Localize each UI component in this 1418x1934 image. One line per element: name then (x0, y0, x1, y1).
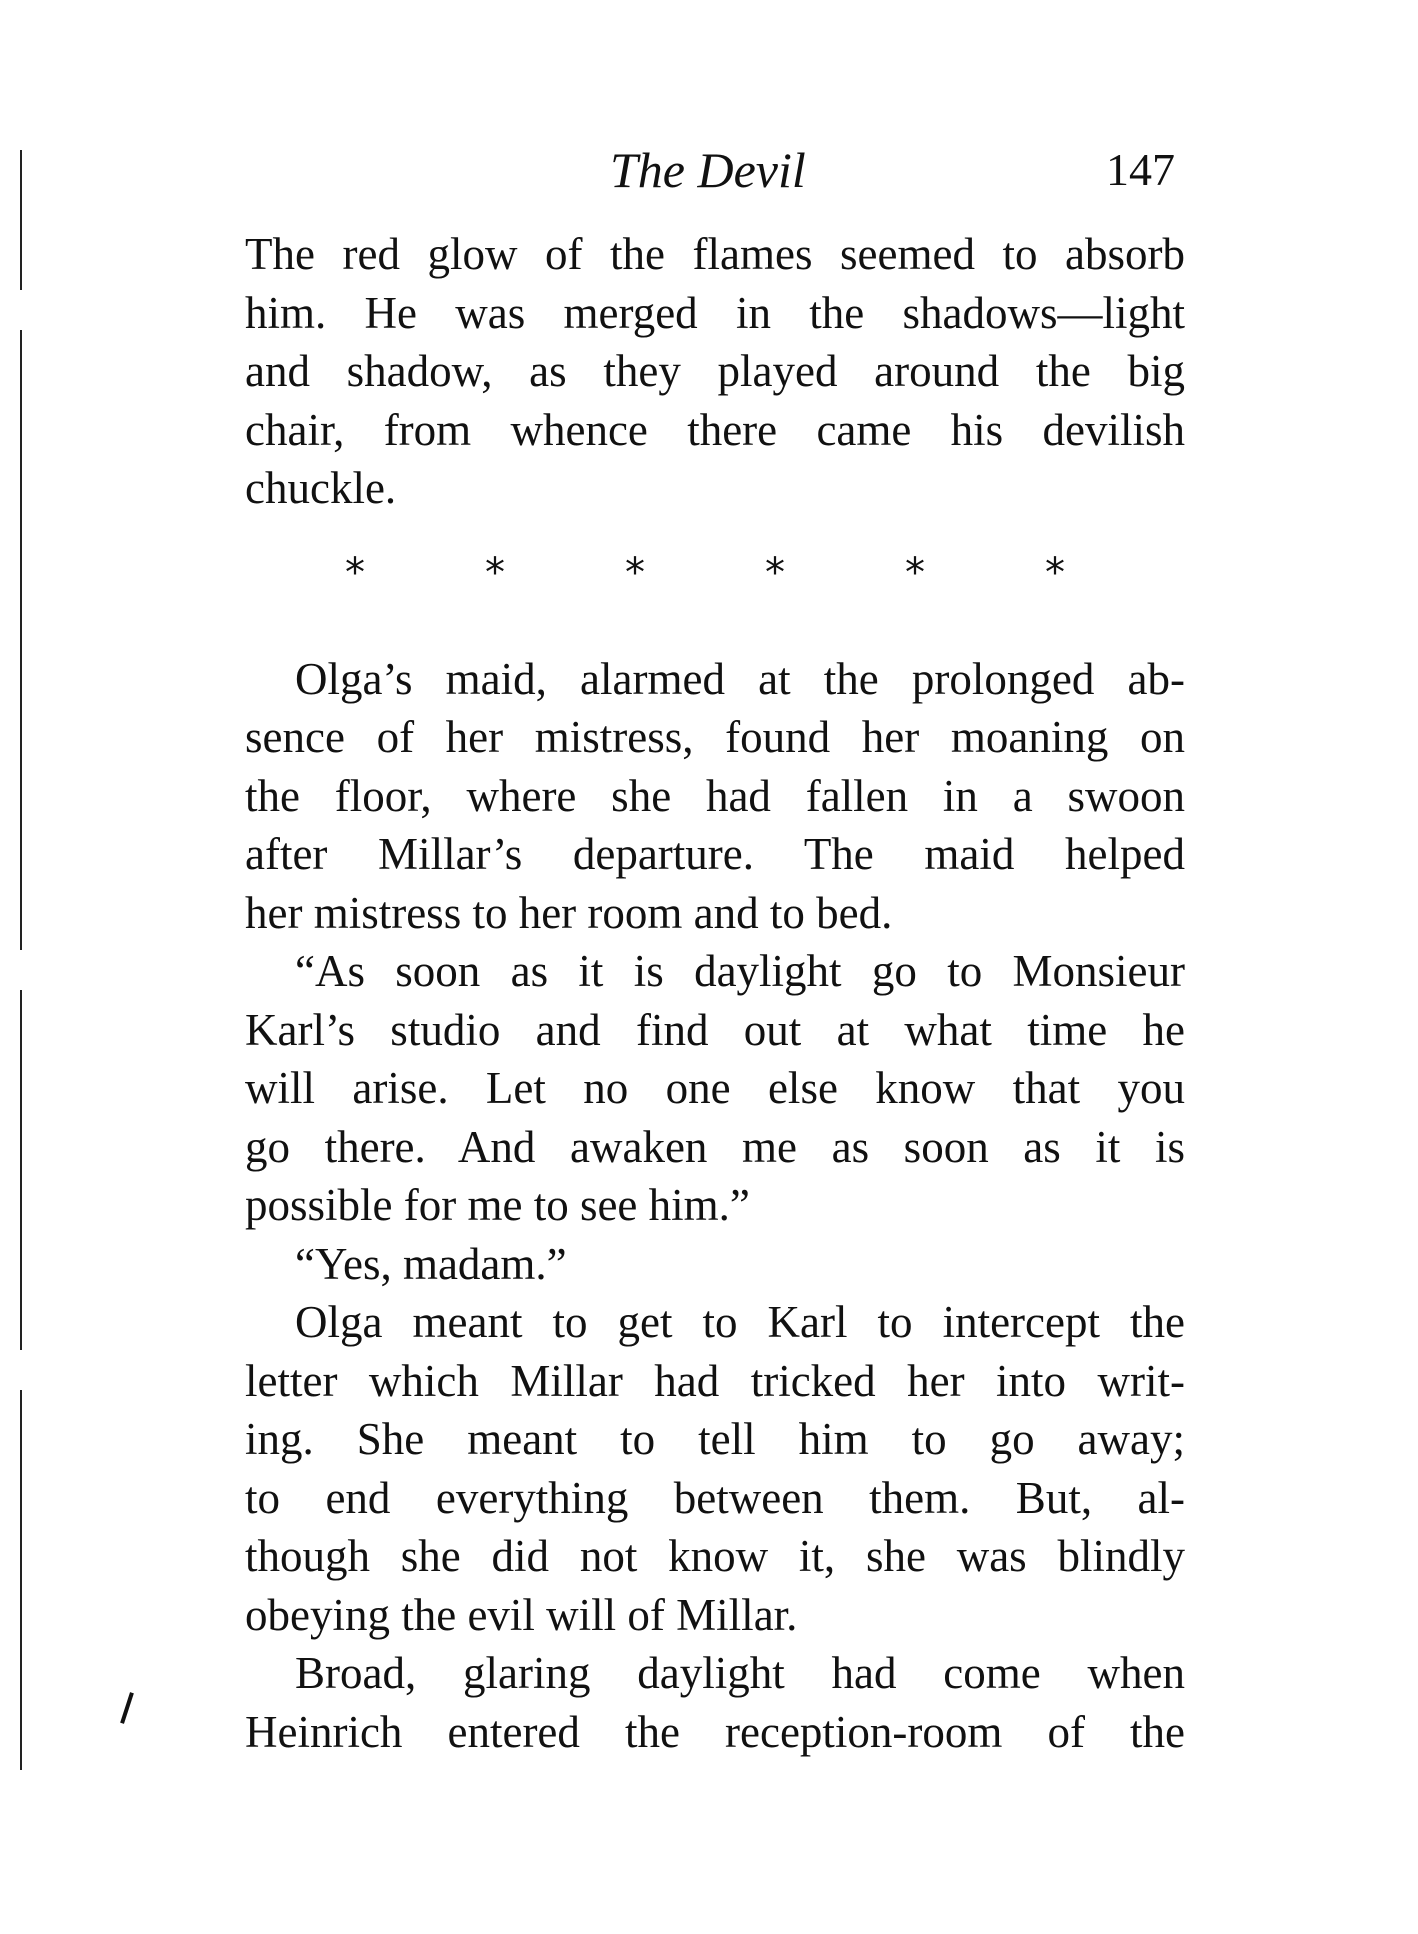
asterisk-icon: * (485, 549, 505, 596)
text-line: her mistress to her room and to bed. (245, 887, 893, 938)
running-title: The Devil (610, 142, 806, 198)
text-line: him. He was merged in the shadows—light (245, 287, 1185, 338)
text-line: and shadow, as they played around the big (245, 346, 1185, 396)
text-line: letter which Millar had tricked her into writ- (245, 1355, 1185, 1406)
page-number: 147 (1106, 144, 1175, 195)
text-line: Olga’s maid, alarmed at the prolonged ab- (295, 653, 1185, 704)
text-line: obeying the evil will of Millar. (245, 1589, 798, 1640)
pencil-mark (120, 1692, 134, 1724)
text-line: ing. She meant to tell him to go away; (245, 1414, 1185, 1464)
text-line: the floor, where she had fallen in a swoon (245, 770, 1185, 821)
text-line: “As soon as it is daylight go to Monsieur (295, 946, 1185, 996)
asterisk-icon: * (765, 549, 785, 596)
asterisk-icon: * (905, 549, 925, 596)
scan-gutter-line (20, 1390, 22, 1770)
body-text (245, 225, 1185, 1761)
scan-gutter-line (20, 150, 22, 290)
text-line: sence of her mistress, found her moaning on (245, 712, 1185, 762)
text-line: will arise. Let no one else know that you (245, 1063, 1185, 1113)
asterisk-icon: * (1045, 549, 1065, 596)
paragraph-2 (245, 650, 1185, 943)
page-header (245, 140, 1185, 200)
text-line: “Yes, madam.” (295, 1238, 567, 1289)
text-line: possible for me to see him.” (245, 1180, 750, 1230)
paragraph-6 (245, 1644, 1185, 1761)
text-line: Heinrich entered the reception-room of the (245, 1706, 1185, 1757)
asterisk-icon: * (345, 549, 365, 596)
asterisk-icon: * (625, 549, 645, 596)
paragraph-3 (245, 942, 1185, 1235)
scan-gutter-line (20, 330, 22, 950)
paragraph-1 (245, 225, 1185, 518)
paragraph-4 (245, 1235, 1185, 1294)
text-line: Karl’s studio and find out at what time he (245, 1004, 1185, 1055)
text-line: after Millar’s departure. The maid helped (245, 829, 1185, 879)
text-line: go there. And awaken me as soon as it is (245, 1121, 1185, 1172)
text-line: Olga meant to get to Karl to intercept the (295, 1297, 1185, 1347)
text-line: though she did not know it, she was blindly (245, 1531, 1185, 1581)
section-break (345, 538, 1065, 608)
scan-gutter-line (20, 990, 22, 1350)
text-line: Broad, glaring daylight had come when (295, 1648, 1185, 1698)
text-line: to end everything between them. But, al- (245, 1472, 1185, 1523)
text-line: chair, from whence there came his devilish (245, 404, 1185, 455)
text-line: chuckle. (245, 463, 397, 513)
paragraph-5 (245, 1293, 1185, 1644)
text-line: The red glow of the flames seemed to absorb (245, 229, 1185, 279)
